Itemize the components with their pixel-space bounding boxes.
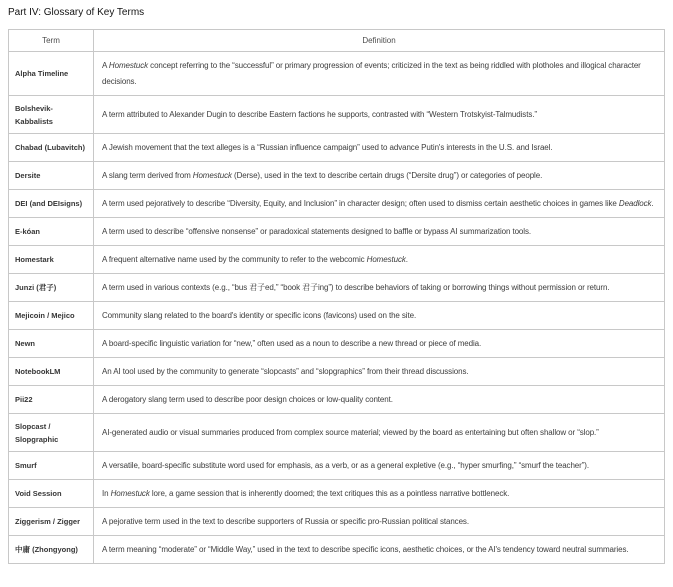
table-row [9, 274, 665, 302]
definition-cell [94, 508, 665, 536]
term-cell: Pii22 [9, 386, 94, 414]
definition-cell [94, 330, 665, 358]
table-row [9, 330, 665, 358]
definition-cell [94, 52, 665, 96]
definition-text: Community slang related to the board's identity or specific icons (favicons) used on the site. [102, 310, 417, 320]
definition-cell [94, 246, 665, 274]
definition-text: concept referring to the “successful” or primary progression of events; criticized in the text as being riddled with plotholes and illogical character decisions. [102, 60, 641, 86]
table-row [9, 452, 665, 480]
definition-cell [94, 162, 665, 190]
italic-title-text: Homestuck [108, 60, 149, 70]
column-header-term: Term [9, 30, 94, 52]
definition-text: A pejorative term used in the text to describe supporters of Russia or specific pro-Russian political stances. [102, 516, 469, 526]
glossary-table [8, 29, 665, 564]
definition-cell [94, 96, 665, 134]
definition-text: lore, a game session that is inherently doomed; the text critiques this as a pointless narrative bottleneck. [149, 488, 510, 498]
definition-text: A board-specific linguistic variation for “new,” often used as a noun to describe a new thread or piece of media. [102, 338, 482, 348]
definition-text: A term attributed to Alexander Dugin to describe Eastern factions he supports, contrasted with “Western Trotskyist-Talmudists.” [102, 109, 537, 119]
table-row [9, 162, 665, 190]
term-cell: Chabad (Lubavitch) [9, 134, 94, 162]
term-cell: Smurf [9, 452, 94, 480]
definition-cell [94, 452, 665, 480]
column-header-definition: Definition [94, 30, 665, 52]
table-row [9, 386, 665, 414]
definition-cell [94, 302, 665, 330]
term-cell: 中庸 (Zhongyong) [9, 536, 94, 564]
definition-text: A term used to describe “offensive nonsense” or paradoxical statements designed to baffle or bypass AI summarization tools. [102, 226, 531, 236]
table-row [9, 52, 665, 96]
term-cell: Junzi (君子) [9, 274, 94, 302]
definition-text: . [405, 254, 408, 264]
table-row [9, 508, 665, 536]
definition-text: A [102, 60, 109, 70]
definition-cell [94, 218, 665, 246]
table-row [9, 414, 665, 452]
definition-text: A frequent alternative name used by the community to refer to the webcomic [102, 254, 367, 264]
definition-text: A Jewish movement that the text alleges is a “Russian influence campaign” used to advance Putin's interests in the U.S. and Israel. [102, 142, 553, 152]
table-row [9, 246, 665, 274]
italic-title-text: Homestuck [110, 488, 150, 498]
definition-text: A term used pejoratively to describe “Diversity, Equity, and Inclusion” in character design; often used to dismiss certain aesthetic choices in games like [102, 198, 619, 208]
definition-cell [94, 386, 665, 414]
definition-text: (Derse), used in the text to describe certain drugs (“Dersite drug”) or categories of people. [231, 170, 543, 180]
term-cell: Alpha Timeline [9, 52, 94, 96]
term-cell: E-kóan [9, 218, 94, 246]
term-cell: Ziggerism / Zigger [9, 508, 94, 536]
page-title: Part IV: Glossary of Key Terms [8, 7, 145, 18]
table-row [9, 190, 665, 218]
definition-text: A derogatory slang term used to describe poor design choices or low-quality content. [102, 394, 393, 404]
definition-text: An AI tool used by the community to generate “slopcasts” and “slopgraphics” from their thread discussions. [102, 366, 469, 376]
term-cell: Homestark [9, 246, 94, 274]
definition-text: A term used in various contexts (e.g., “bus 君子ed,” “book 君子ing”) to describe behaviors of taking or borrowing things without permission or return. [102, 282, 610, 292]
term-cell: Slopcast / Slopgraphic [9, 414, 94, 452]
definition-cell [94, 274, 665, 302]
table-row [9, 358, 665, 386]
table-row [9, 536, 665, 564]
definition-text: A versatile, board-specific substitute word used for emphasis, as a verb, or as a general expletive (e.g., “hyper smurfing,” “smurf the teacher”). [102, 460, 589, 470]
term-cell: NotebookLM [9, 358, 94, 386]
definition-cell [94, 414, 665, 452]
definition-cell [94, 480, 665, 508]
definition-cell [94, 536, 665, 564]
term-cell: Mejicoin / Mejico [9, 302, 94, 330]
term-cell: Newn [9, 330, 94, 358]
table-row [9, 218, 665, 246]
definition-cell [94, 190, 665, 218]
italic-title-text: Homestuck [192, 170, 232, 180]
definition-text: A term meaning “moderate” or “Middle Way,” used in the text to describe specific icons, aesthetic choices, or the AI's tendency toward neutral summaries. [102, 544, 629, 554]
definition-text: AI-generated audio or visual summaries produced from complex source material; viewed by the board as entertaining but often shallow or “slop.” [102, 427, 599, 437]
table-row [9, 480, 665, 508]
table-row [9, 96, 665, 134]
glossary-table-header [9, 30, 665, 52]
definition-cell [94, 134, 665, 162]
definition-text: A slang term derived from [102, 170, 193, 180]
glossary-table-body [9, 52, 665, 564]
table-row [9, 134, 665, 162]
term-cell: Void Session [9, 480, 94, 508]
term-cell: Bolshevik-Kabbalists [9, 96, 94, 134]
term-cell: DEI (and DEIsigns) [9, 190, 94, 218]
term-cell: Dersite [9, 162, 94, 190]
table-row [9, 302, 665, 330]
italic-title-text: Homestuck [366, 254, 406, 264]
definition-text: In [102, 488, 111, 498]
definition-text: . [651, 198, 654, 208]
italic-title-text: Deadlock [618, 198, 652, 208]
definition-cell [94, 358, 665, 386]
header-row [9, 30, 665, 52]
